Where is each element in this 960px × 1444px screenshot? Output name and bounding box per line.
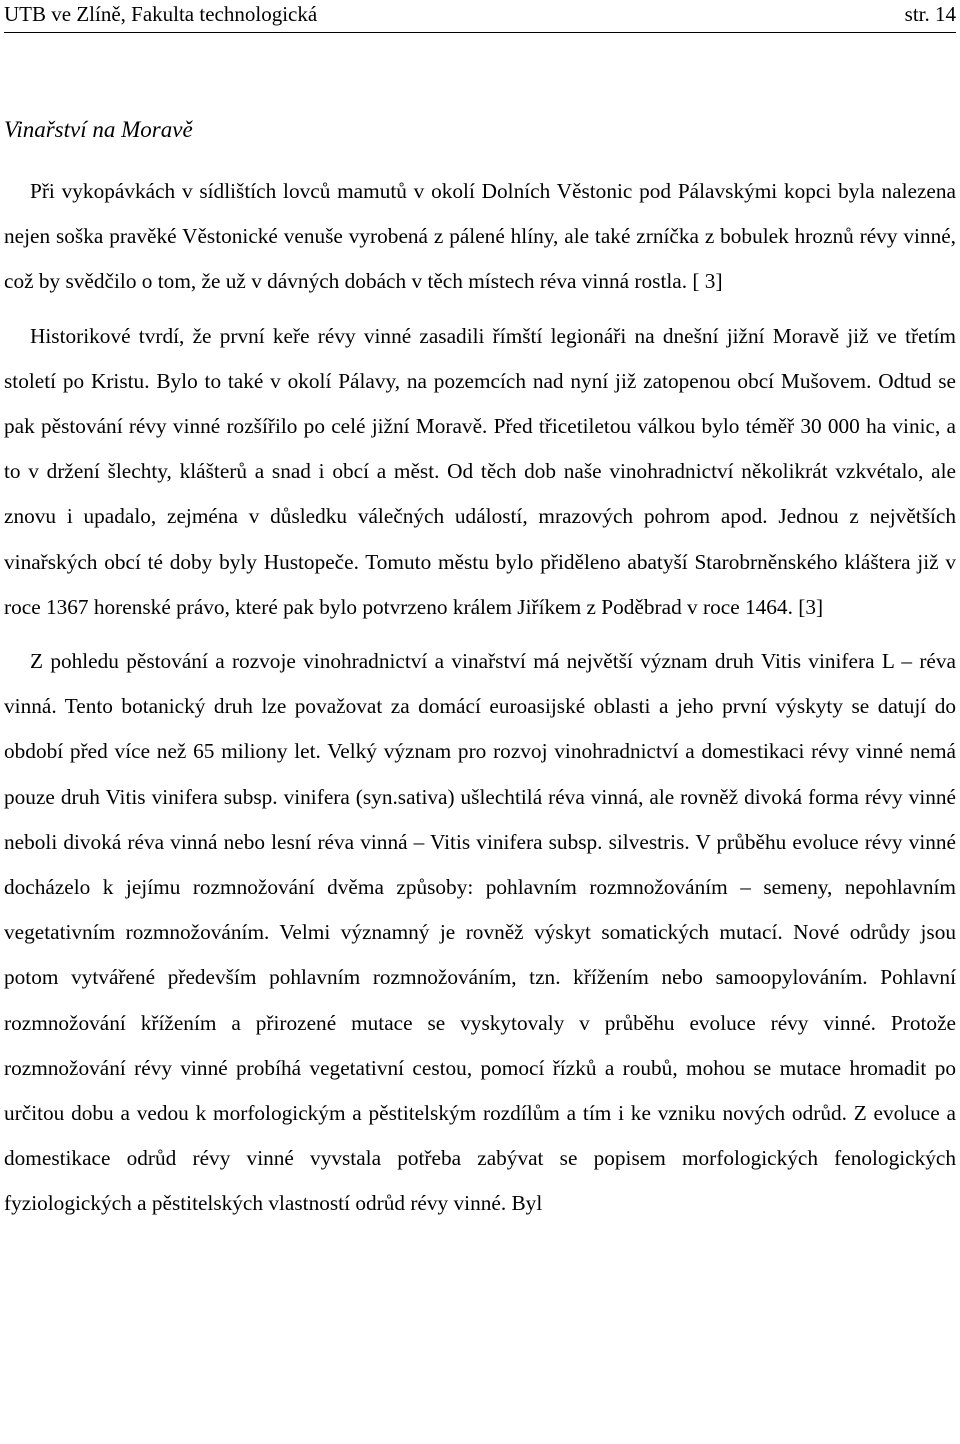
header-institution: UTB ve Zlíně, Fakulta technologická [4,2,318,26]
paragraph-3: Z pohledu pěstování a rozvoje vinohradnictví a vinařství má největší význam druh Vitis vinifera L – réva vinná. Tento botanický druh lze považovat za domácí euroasijské oblasti a jeho první výskyty se datují do období před více než 65 miliony let. Velký význam pro rozvoj vinohradnictví a domestikaci révy vinné nemá pouze druh Vitis vinifera subsp. vinifera (syn.sativa) ušlechtilá réva vinná, ale rovněž divoká forma révy vinné neboli divoká réva vinná nebo lesní réva vinná – Vitis vinifera subsp. silvestris. V průběhu evoluce révy vinné docházelo k jejímu rozmnožování dvěma způsoby: pohlavním rozmnožováním – semeny, nepohlavním vegetativním rozmnožováním. Velmi významný je rovněž výskyt somatických mutací. Nové odrůdy jsou potom vytvářené především pohlavním rozmnožováním, tzn. křížením nebo samoopylováním. Pohlavní rozmnožování křížením a přirozené mutace se vyskytovaly v průběhu evoluce révy vinné. Protože rozmnožování révy vinné probíhá vegetativní cestou, pomocí řízků a roubů, mohou se mutace hromadit po určitou dobu a vedou k morfologickým a pěstitelským rozdílům a tím i ke vzniku nových odrůd. Z evoluce a domestikace odrůd révy vinné vyvstala potřeba zabývat se popisem morfologických fenologických fyziologických a pěstitelských vlastností odrůd révy vinné. Byl [4,649,956,1216]
paragraph-2: Historikové tvrdí, že první keře révy vinné zasadili římští legionáři na dnešní jižní Moravě již ve třetím století po Kristu. Bylo to také v okolí Pálavy, na pozemcích nad nyní již zatopenou obcí Mušovem. Odtud se pak pěstování révy vinné rozšířilo po celé jižní Moravě. Před třicetiletou válkou bylo téměř 30 000 ha vinic, a to v držení šlechty, klášterů a snad i obcí a měst. Od těch dob naše vinohradnictví několikrát vzkvétalo, ale znovu i upadalo, zejména v důsledku válečných událostí, mrazových pohrom apod. Jednou z největších vinařských obcí té doby byly Hustopeče. Tomuto městu bylo přiděleno abatyší Starobrněnského kláštera již v roce 1367 horenské právo, které pak bylo potvrzeno králem Jiříkem z Poděbrad v roce 1464. [3] [4,323,956,619]
section-title: Vinařství na Moravě [4,117,193,142]
page-header [4,0,956,33]
page-number: str. 14 [904,2,956,26]
body-text [4,169,956,1227]
paragraph-1: Při vykopávkách v sídlištích lovců mamutů v okolí Dolních Věstonic pod Pálavskými kopci byla nalezena nejen soška pravěké Věstonické venuše vyrobená z pálené hlíny, ale také zrníčka z bobulek hroznů révy vinné, což by svědčilo o tom, že už v dávných dobách v těch místech réva vinná rostla. [ 3] [4,179,956,294]
